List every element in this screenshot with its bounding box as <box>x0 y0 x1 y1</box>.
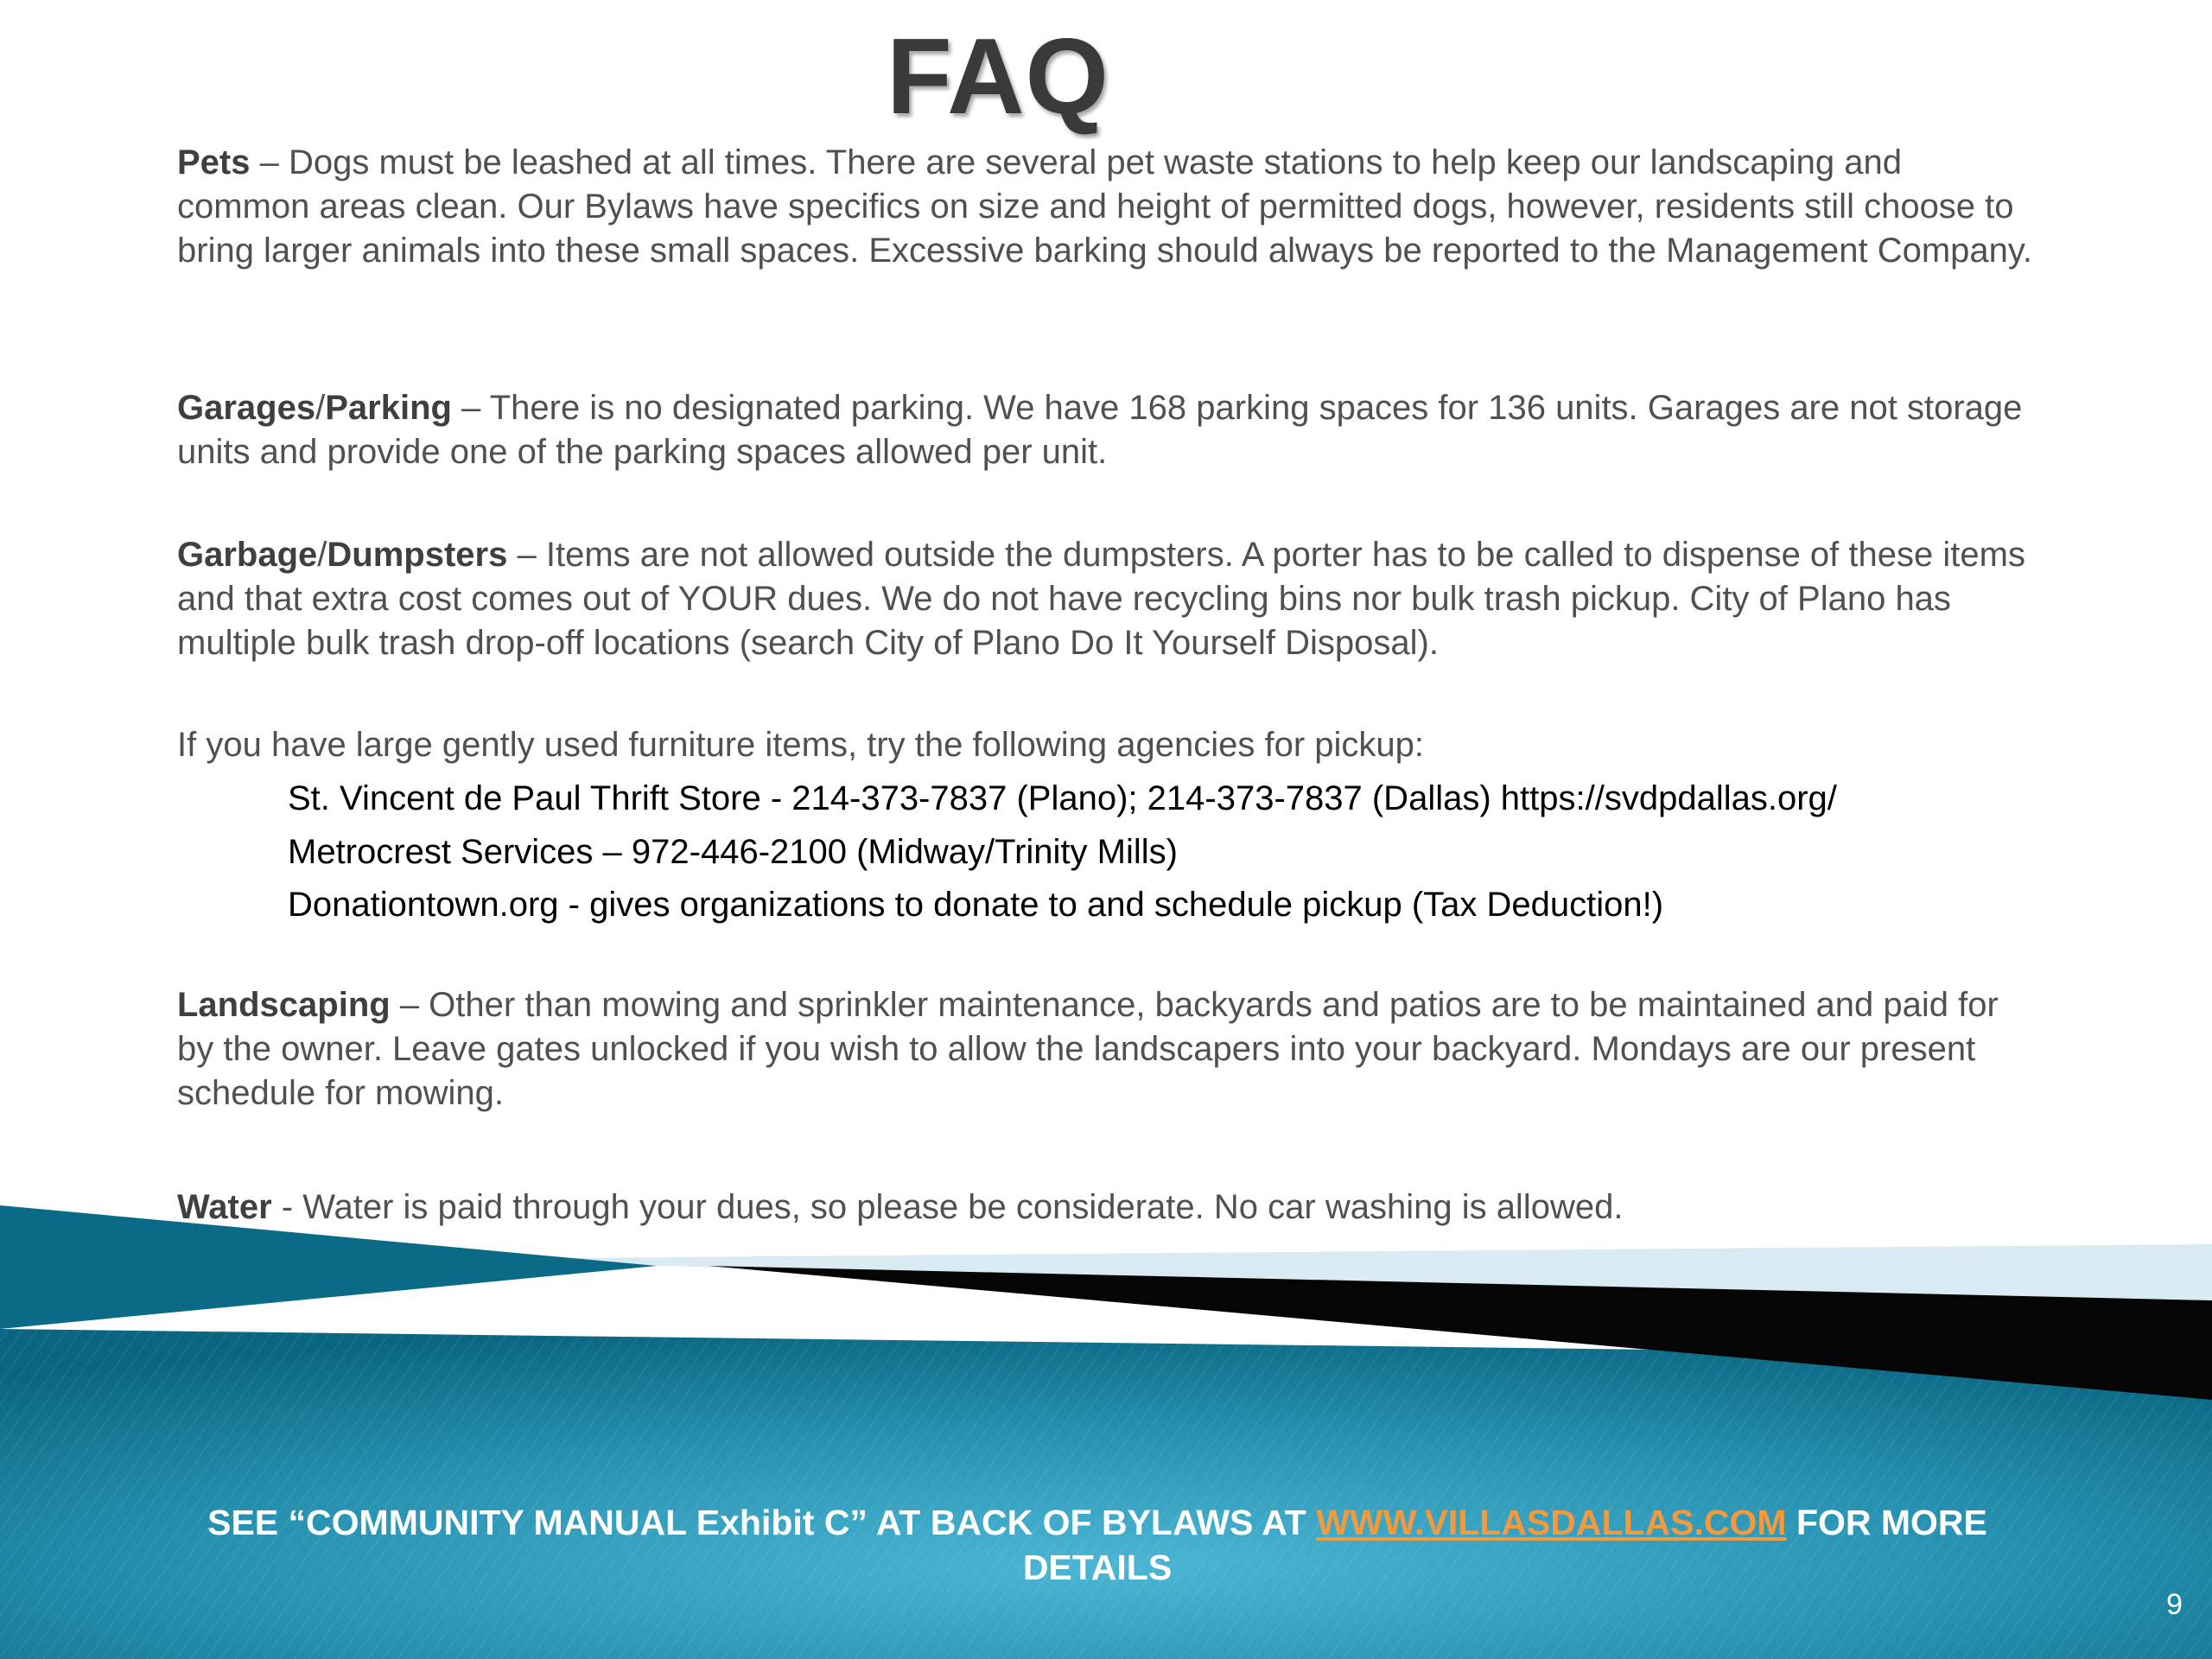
faq-pets <box>177 141 2035 273</box>
faq-term: Landscaping <box>177 986 391 1024</box>
faq-separator: / <box>317 536 327 574</box>
teal-texture <box>0 1329 2212 1659</box>
faq-garbage-dumpsters <box>177 533 2035 665</box>
agency-svdp: St. Vincent de Paul Thrift Store - 214-373-7837 (Plano); 214-373-7837 (Dallas) https://svdpdallas.org/ <box>288 779 1837 817</box>
furniture-intro: If you have large gently used furniture items, try the following agencies for pickup: <box>177 726 1424 764</box>
faq-term: Parking <box>325 389 452 427</box>
agency-donationtown: Donationtown.org - gives organizations to donate to and schedule pickup (Tax Deduction!) <box>288 886 1664 924</box>
faq-text: – Dogs must be leashed at all times. There are several pet waste stations to help keep our landscaping and common areas clean. Our Bylaws have specifics on size and height of permitted dogs, however, residents still choose to bring larger animals into these small spaces. Excessive barking should always be reported to the Management Company. <box>177 143 2033 270</box>
footer-note <box>173 1500 2022 1590</box>
footer-text-end: FOR MORE DETAILS <box>1022 1503 1987 1587</box>
faq-term: Garages <box>177 389 316 427</box>
page-title: FAQ <box>887 17 1109 137</box>
faq-garages-parking <box>177 386 2035 474</box>
faq-water <box>177 1185 2035 1230</box>
page-number: 9 <box>2166 1588 2183 1621</box>
faq-text: – There is no designated parking. We have 168 parking spaces for 136 units. Garages are not storage units and provide one of the parking spaces allowed per unit. <box>177 389 2023 471</box>
faq-landscaping <box>177 983 2035 1116</box>
faq-term: Garbage <box>177 536 318 574</box>
footer-text: SEE “COMMUNITY MANUAL Exhibit C” AT BACK OF BYLAWS AT <box>207 1503 1317 1542</box>
faq-text: - Water is paid through your dues, so please be considerate. No car washing is allowed. <box>271 1188 1624 1226</box>
faq-separator: / <box>315 389 326 427</box>
faq-term: Dumpsters <box>327 536 508 574</box>
agency-metrocrest: Metrocrest Services – 972-446-2100 (Midway/Trinity Mills) <box>288 833 1178 871</box>
faq-text: – Other than mowing and sprinkler maintenance, backyards and patios are to be maintained and paid for by the owner. Leave gates unlocked if you wish to allow the landscapers into your backyard. Mondays are our present schedule for mowing. <box>177 986 1999 1112</box>
faq-term: Pets <box>177 143 251 181</box>
faq-text: – Items are not allowed outside the dumpsters. A porter has to be called to dispense of these items and that extra cost comes out of YOUR dues. We do not have recycling bins nor bulk trash pickup. City of Plano has multiple bulk trash drop-off locations (search City of Plano Do It Yourself Disposal). <box>177 536 2025 662</box>
faq-term: Water <box>177 1188 272 1226</box>
website-link[interactable]: WWW.VILLASDALLAS.COM <box>1316 1503 1787 1542</box>
